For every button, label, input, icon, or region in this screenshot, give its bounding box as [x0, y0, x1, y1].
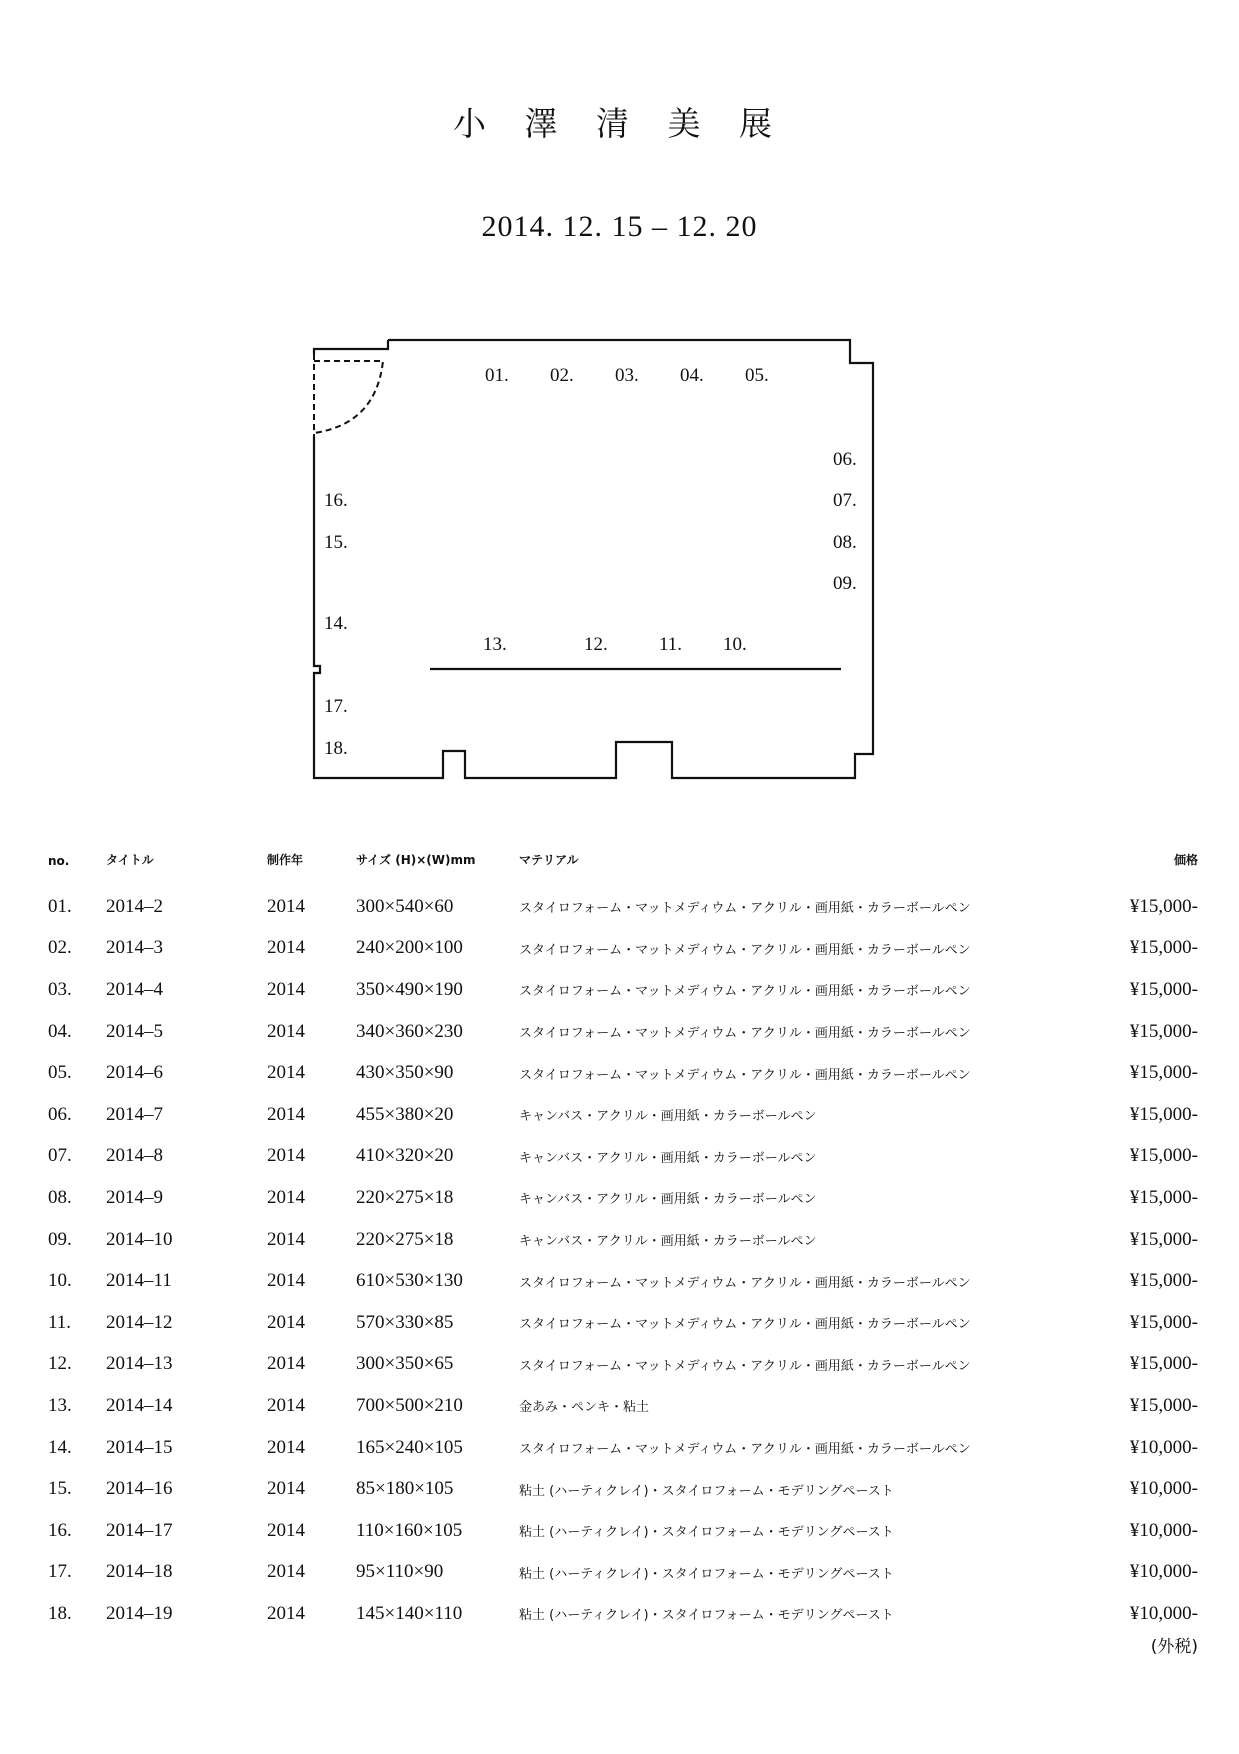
works-table-body — [38, 886, 1198, 1635]
cell-no: 07. — [48, 1145, 72, 1167]
cell-material: キャンバス・アクリル・画用紙・カラーボールペン — [519, 1150, 817, 1166]
plan-label-18: 18. — [324, 738, 348, 759]
plan-label-10: 10. — [723, 634, 747, 655]
cell-year: 2014 — [267, 1394, 305, 1416]
table-row — [38, 886, 1198, 928]
cell-no: 16. — [48, 1519, 72, 1541]
cell-no: 12. — [48, 1353, 72, 1375]
cell-no: 15. — [48, 1478, 72, 1500]
cell-price: ¥15,000- — [1129, 895, 1198, 917]
table-row — [38, 1552, 1198, 1594]
tax-note: (外税) — [1150, 1637, 1198, 1657]
plan-label-09: 09. — [833, 573, 857, 594]
cell-material: スタイロフォーム・マットメディウム・アクリル・画用紙・カラーボールペン — [519, 1067, 971, 1083]
cell-year: 2014 — [267, 1311, 305, 1333]
plan-label-14: 14. — [324, 613, 348, 634]
plan-label-17: 17. — [324, 696, 348, 717]
plan-label-05: 05. — [745, 365, 769, 386]
floor-plan-walls — [314, 340, 873, 778]
cell-title: 2014–9 — [106, 1186, 163, 1208]
cell-title: 2014–10 — [106, 1228, 173, 1250]
cell-size: 220×275×18 — [356, 1186, 454, 1208]
cell-material: 金あみ・ペンキ・粘土 — [519, 1400, 650, 1416]
cell-size: 610×530×130 — [356, 1270, 463, 1292]
cell-title: 2014–7 — [106, 1103, 163, 1125]
cell-year: 2014 — [267, 1436, 305, 1458]
table-row — [38, 1385, 1198, 1427]
cell-size: 410×320×20 — [356, 1145, 454, 1167]
table-header-row — [38, 840, 1198, 886]
cell-size: 700×500×210 — [356, 1394, 463, 1416]
cell-price: ¥15,000- — [1129, 937, 1198, 959]
cell-price: ¥10,000- — [1129, 1478, 1198, 1500]
table-row — [38, 1260, 1198, 1302]
table-row — [38, 1302, 1198, 1344]
cell-size: 145×140×110 — [356, 1602, 463, 1624]
table-row — [38, 1094, 1198, 1136]
table-row — [38, 1219, 1198, 1261]
cell-price: ¥10,000- — [1129, 1602, 1198, 1624]
plan-label-13: 13. — [483, 634, 507, 655]
plan-label-04: 04. — [680, 365, 704, 386]
cell-price: ¥15,000- — [1129, 1394, 1198, 1416]
cell-material: スタイロフォーム・マットメディウム・アクリル・画用紙・カラーボールペン — [519, 1026, 971, 1042]
table-row — [38, 1136, 1198, 1178]
table-row — [38, 969, 1198, 1011]
cell-title: 2014–4 — [106, 978, 163, 1000]
cell-year: 2014 — [267, 1561, 305, 1583]
plan-label-03: 03. — [615, 365, 639, 386]
table-row — [38, 1427, 1198, 1469]
cell-year: 2014 — [267, 978, 305, 1000]
cell-material: 粘土 (ハーティクレイ)・スタイロフォーム・モデリングペースト — [519, 1525, 894, 1541]
cell-material: キャンバス・アクリル・画用紙・カラーボールペン — [519, 1109, 817, 1125]
cell-title: 2014–15 — [106, 1436, 173, 1458]
table-row — [38, 1593, 1198, 1635]
cell-price: ¥15,000- — [1129, 1103, 1198, 1125]
works-table — [38, 840, 1198, 1635]
cell-title: 2014–16 — [106, 1478, 173, 1500]
cell-title: 2014–14 — [106, 1394, 173, 1416]
plan-label-12: 12. — [584, 634, 608, 655]
cell-no: 05. — [48, 1062, 72, 1084]
cell-no: 17. — [48, 1561, 72, 1583]
cell-title: 2014–13 — [106, 1353, 173, 1375]
cell-material: スタイロフォーム・マットメディウム・アクリル・画用紙・カラーボールペン — [519, 1275, 971, 1291]
cell-size: 570×330×85 — [356, 1311, 454, 1333]
plan-label-16: 16. — [324, 490, 348, 511]
cell-price: ¥15,000- — [1129, 1062, 1198, 1084]
cell-price: ¥10,000- — [1129, 1436, 1198, 1458]
table-row — [38, 1468, 1198, 1510]
cell-no: 08. — [48, 1186, 72, 1208]
plan-label-08: 08. — [833, 532, 857, 553]
cell-no: 14. — [48, 1436, 72, 1458]
cell-year: 2014 — [267, 1062, 305, 1084]
cell-size: 340×360×230 — [356, 1020, 463, 1042]
plan-label-06: 06. — [833, 449, 857, 470]
table-row — [38, 1177, 1198, 1219]
cell-material: スタイロフォーム・マットメディウム・アクリル・画用紙・カラーボールペン — [519, 1442, 971, 1458]
cell-material: 粘土 (ハーティクレイ)・スタイロフォーム・モデリングペースト — [519, 1483, 894, 1499]
plan-label-07: 07. — [833, 490, 857, 511]
table-row — [38, 1510, 1198, 1552]
cell-title: 2014–17 — [106, 1519, 173, 1541]
cell-title: 2014–11 — [106, 1270, 172, 1292]
table-row — [38, 1011, 1198, 1053]
cell-material: スタイロフォーム・マットメディウム・アクリル・画用紙・カラーボールペン — [519, 1317, 971, 1333]
cell-size: 85×180×105 — [356, 1478, 454, 1500]
cell-material: 粘土 (ハーティクレイ)・スタイロフォーム・モデリングペースト — [519, 1566, 894, 1582]
cell-price: ¥15,000- — [1129, 1311, 1198, 1333]
cell-year: 2014 — [267, 1020, 305, 1042]
cell-year: 2014 — [267, 937, 305, 959]
cell-no: 06. — [48, 1103, 72, 1125]
cell-material: キャンバス・アクリル・画用紙・カラーボールペン — [519, 1192, 817, 1208]
door-swing-icon — [314, 354, 383, 436]
cell-size: 300×350×65 — [356, 1353, 454, 1375]
plan-label-15: 15. — [324, 532, 348, 553]
cell-no: 02. — [48, 937, 72, 959]
cell-year: 2014 — [267, 1228, 305, 1250]
cell-year: 2014 — [267, 1186, 305, 1208]
cell-title: 2014–8 — [106, 1145, 163, 1167]
cell-material: スタイロフォーム・マットメディウム・アクリル・画用紙・カラーボールペン — [519, 942, 971, 958]
cell-year: 2014 — [267, 1478, 305, 1500]
cell-no: 10. — [48, 1270, 72, 1292]
cell-year: 2014 — [267, 1519, 305, 1541]
cell-no: 11. — [48, 1311, 72, 1333]
cell-year: 2014 — [267, 1602, 305, 1624]
cell-size: 220×275×18 — [356, 1228, 454, 1250]
cell-size: 350×490×190 — [356, 978, 463, 1000]
plan-label-11: 11. — [659, 634, 683, 655]
cell-year: 2014 — [267, 1353, 305, 1375]
cell-size: 430×350×90 — [356, 1062, 454, 1084]
cell-title: 2014–12 — [106, 1311, 173, 1333]
header-price: 価格 — [1173, 853, 1198, 867]
cell-title: 2014–2 — [106, 895, 163, 917]
cell-year: 2014 — [267, 1103, 305, 1125]
cell-price: ¥15,000- — [1129, 1020, 1198, 1042]
cell-price: ¥15,000- — [1129, 1186, 1198, 1208]
cell-size: 110×160×105 — [356, 1519, 463, 1541]
cell-title: 2014–5 — [106, 1020, 163, 1042]
cell-size: 95×110×90 — [356, 1561, 444, 1583]
table-row — [38, 1052, 1198, 1094]
exhibition-title: 小 澤 清 美 展 — [453, 104, 786, 143]
header-year: 制作年 — [267, 853, 304, 867]
header-no: no. — [48, 854, 70, 868]
floor-plan — [0, 0, 1239, 800]
header-material: マテリアル — [519, 853, 579, 867]
table-row — [38, 928, 1198, 970]
cell-price: ¥15,000- — [1129, 1270, 1198, 1292]
cell-material: スタイロフォーム・マットメディウム・アクリル・画用紙・カラーボールペン — [519, 984, 971, 1000]
cell-no: 18. — [48, 1602, 72, 1624]
plan-label-01: 01. — [485, 365, 509, 386]
header-size: サイズ (H)×(W)mm — [356, 853, 476, 867]
cell-no: 01. — [48, 895, 72, 917]
header-title: タイトル — [106, 853, 154, 867]
cell-price: ¥15,000- — [1129, 1228, 1198, 1250]
cell-price: ¥10,000- — [1129, 1561, 1198, 1583]
cell-no: 03. — [48, 978, 72, 1000]
cell-price: ¥15,000- — [1129, 1353, 1198, 1375]
table-row — [38, 1344, 1198, 1386]
cell-no: 13. — [48, 1394, 72, 1416]
cell-title: 2014–3 — [106, 937, 163, 959]
cell-no: 04. — [48, 1020, 72, 1042]
cell-material: スタイロフォーム・マットメディウム・アクリル・画用紙・カラーボールペン — [519, 901, 971, 917]
cell-price: ¥15,000- — [1129, 1145, 1198, 1167]
cell-material: キャンバス・アクリル・画用紙・カラーボールペン — [519, 1234, 817, 1250]
cell-size: 455×380×20 — [356, 1103, 454, 1125]
cell-no: 09. — [48, 1228, 72, 1250]
cell-year: 2014 — [267, 1145, 305, 1167]
cell-size: 165×240×105 — [356, 1436, 463, 1458]
cell-year: 2014 — [267, 895, 305, 917]
cell-material: スタイロフォーム・マットメディウム・アクリル・画用紙・カラーボールペン — [519, 1358, 971, 1374]
exhibition-dates: 2014. 12. 15 – 12. 20 — [481, 210, 758, 243]
cell-size: 240×200×100 — [356, 937, 463, 959]
cell-size: 300×540×60 — [356, 895, 454, 917]
cell-title: 2014–19 — [106, 1602, 173, 1624]
cell-price: ¥10,000- — [1129, 1519, 1198, 1541]
cell-year: 2014 — [267, 1270, 305, 1292]
plan-label-02: 02. — [550, 365, 574, 386]
cell-material: 粘土 (ハーティクレイ)・スタイロフォーム・モデリングペースト — [519, 1608, 894, 1624]
cell-price: ¥15,000- — [1129, 978, 1198, 1000]
cell-title: 2014–6 — [106, 1062, 163, 1084]
cell-title: 2014–18 — [106, 1561, 173, 1583]
